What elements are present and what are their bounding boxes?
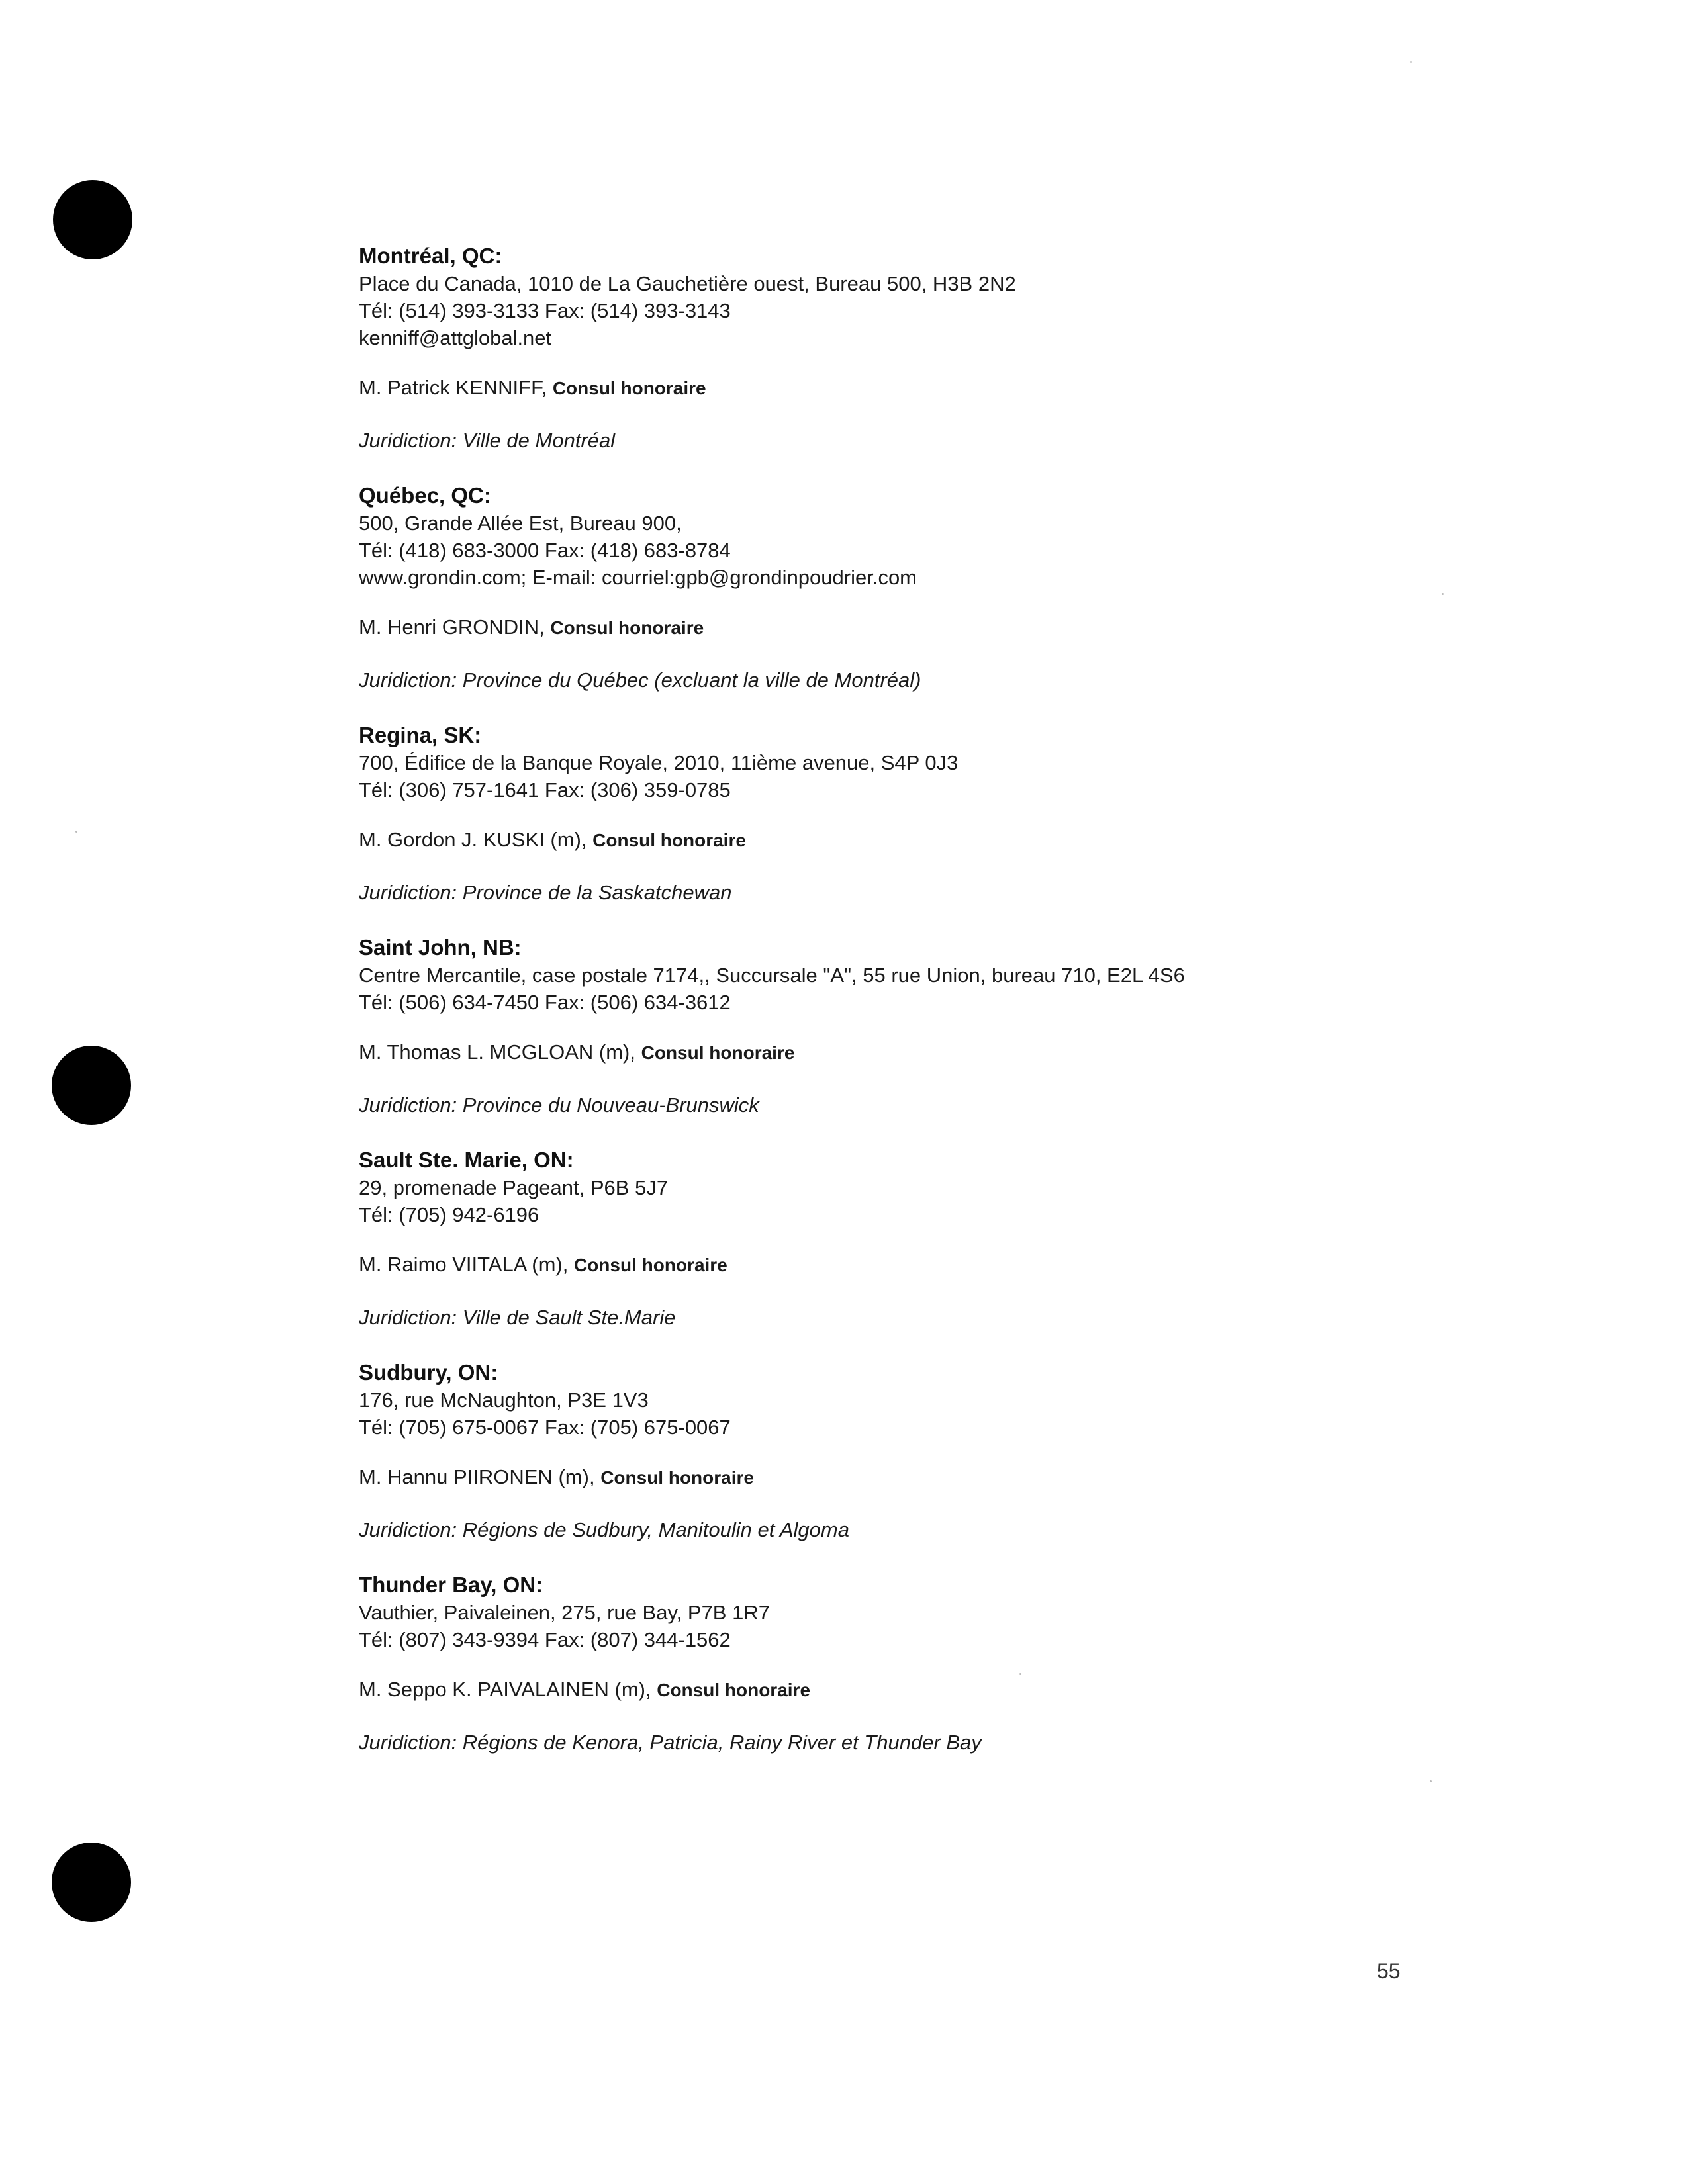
person-name: M. Thomas L. MCGLOAN (m), xyxy=(359,1040,635,1064)
consul-name xyxy=(359,1463,1451,1491)
phone-line: Tél: (705) 675-0067 Fax: (705) 675-0067 xyxy=(359,1416,731,1439)
consul-name xyxy=(359,374,1451,402)
consulate-entry xyxy=(359,1359,1451,1543)
jurisdiction: Juridiction: Régions de Sudbury, Manitoulin et Algoma xyxy=(359,1518,849,1541)
address-line: Place du Canada, 1010 de La Gauchetière ouest, Bureau 500, H3B 2N2 xyxy=(359,272,1016,295)
scan-speck xyxy=(1430,1780,1432,1782)
jurisdiction: Juridiction: Province du Nouveau-Brunswick xyxy=(359,1093,759,1116)
consulate-list xyxy=(359,242,1451,1756)
city-heading: Thunder Bay, ON: xyxy=(359,1572,543,1597)
consulate-entry xyxy=(359,1571,1451,1756)
person-name: M. Seppo K. PAIVALAINEN (m), xyxy=(359,1678,651,1701)
consul-role: Consul honoraire xyxy=(592,830,746,850)
city-heading: Montréal, QC: xyxy=(359,244,502,268)
consulate-entry xyxy=(359,482,1451,694)
binder-hole xyxy=(53,180,132,259)
phone-line: Tél: (306) 757-1641 Fax: (306) 359-0785 xyxy=(359,778,731,801)
consul-role: Consul honoraire xyxy=(600,1467,754,1488)
address-line: 29, promenade Pageant, P6B 5J7 xyxy=(359,1176,669,1199)
city-heading: Saint John, NB: xyxy=(359,935,522,960)
consul-name xyxy=(359,1676,1451,1704)
scan-speck xyxy=(1410,61,1412,63)
person-name: M. Raimo VIITALA (m), xyxy=(359,1253,569,1276)
consul-name xyxy=(359,826,1451,854)
binder-hole xyxy=(52,1843,131,1922)
consul-name xyxy=(359,614,1451,641)
city-heading: Regina, SK: xyxy=(359,723,482,747)
consul-role: Consul honoraire xyxy=(552,378,706,398)
page-number: 55 xyxy=(1377,1959,1401,1983)
phone-line: Tél: (807) 343-9394 Fax: (807) 344-1562 xyxy=(359,1628,731,1651)
phone-line: Tél: (705) 942-6196 xyxy=(359,1203,539,1226)
address-line: Centre Mercantile, case postale 7174,, Succursale "A", 55 rue Union, bureau 710, E2L 4S6 xyxy=(359,964,1185,987)
person-name: M. Hannu PIIRONEN (m), xyxy=(359,1465,595,1488)
address-line: 700, Édifice de la Banque Royale, 2010, 11ième avenue, S4P 0J3 xyxy=(359,751,959,774)
consulate-entry xyxy=(359,721,1451,906)
address-line: Vauthier, Paivaleinen, 275, rue Bay, P7B 1R7 xyxy=(359,1601,770,1624)
phone-line: Tél: (506) 634-7450 Fax: (506) 634-3612 xyxy=(359,991,731,1014)
jurisdiction: Juridiction: Province du Québec (excluant la ville de Montréal) xyxy=(359,668,921,692)
city-heading: Sault Ste. Marie, ON: xyxy=(359,1148,574,1172)
consul-name xyxy=(359,1038,1451,1066)
consulate-entry xyxy=(359,1146,1451,1331)
binder-hole xyxy=(52,1046,131,1125)
consulate-entry xyxy=(359,934,1451,1118)
jurisdiction: Juridiction: Ville de Sault Ste.Marie xyxy=(359,1306,676,1329)
consul-name xyxy=(359,1251,1451,1279)
address-line: 500, Grande Allée Est, Bureau 900, xyxy=(359,512,682,535)
jurisdiction: Juridiction: Ville de Montréal xyxy=(359,429,616,452)
email-line[interactable]: kenniff@attglobal.net xyxy=(359,326,552,349)
city-heading: Sudbury, ON: xyxy=(359,1360,498,1385)
address-line: 176, rue McNaughton, P3E 1V3 xyxy=(359,1388,649,1412)
person-name: M. Patrick KENNIFF, xyxy=(359,376,547,399)
phone-line: Tél: (418) 683-3000 Fax: (418) 683-8784 xyxy=(359,539,731,562)
phone-line: Tél: (514) 393-3133 Fax: (514) 393-3143 xyxy=(359,299,731,322)
consul-role: Consul honoraire xyxy=(573,1255,727,1275)
jurisdiction: Juridiction: Province de la Saskatchewan xyxy=(359,881,732,904)
scan-speck xyxy=(75,831,77,833)
jurisdiction: Juridiction: Régions de Kenora, Patricia, Rainy River et Thunder Bay xyxy=(359,1731,982,1754)
city-heading: Québec, QC: xyxy=(359,483,491,508)
consul-role: Consul honoraire xyxy=(657,1680,811,1700)
person-name: M. Gordon J. KUSKI (m), xyxy=(359,828,587,851)
consulate-entry xyxy=(359,242,1451,454)
consul-role: Consul honoraire xyxy=(550,617,704,638)
consul-role: Consul honoraire xyxy=(641,1042,795,1063)
person-name: M. Henri GRONDIN, xyxy=(359,615,545,639)
web-email-line[interactable]: www.grondin.com; E-mail: courriel:gpb@grondinpoudrier.com xyxy=(359,566,917,589)
